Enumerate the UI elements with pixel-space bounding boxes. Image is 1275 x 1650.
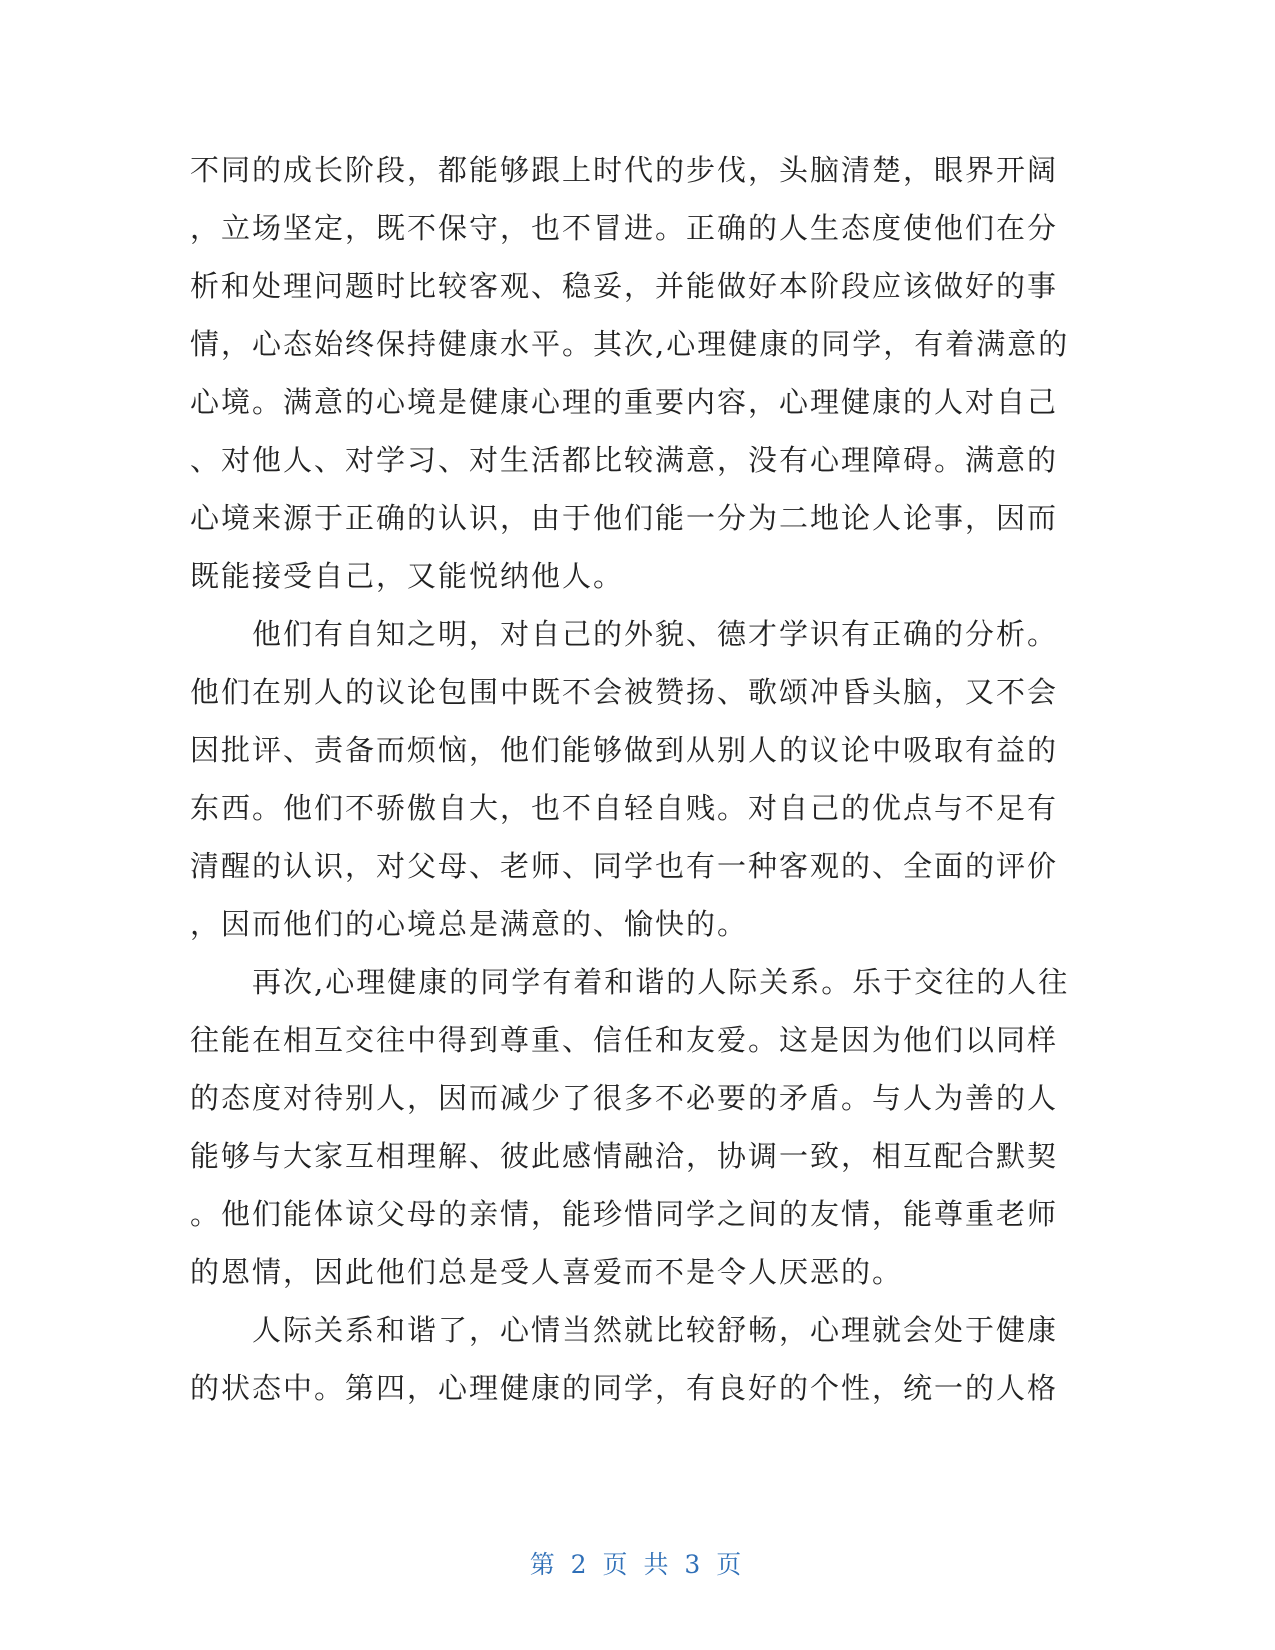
text-line: 人际关系和谐了，心情当然就比较舒畅，心理就会处于健康 — [252, 1313, 1059, 1347]
text-line: 、对他人、对学习、对生活都比较满意，没有心理障碍。满意的 — [190, 443, 1059, 477]
text-line: 析和处理问题时比较客观、稳妥，并能做好本阶段应该做好的事 — [190, 269, 1059, 303]
text-line: 的状态中。第四，心理健康的同学，有良好的个性，统一的人格 — [190, 1371, 1059, 1405]
text-line: 他们在别人的议论包围中既不会被赞扬、歌颂冲昏头脑，又不会 — [190, 675, 1059, 709]
text-line: ，立场坚定，既不保守，也不冒进。正确的人生态度使他们在分 — [190, 211, 1059, 245]
text-line: 心境。满意的心境是健康心理的重要内容，心理健康的人对自己 — [190, 385, 1059, 419]
text-line: 心境来源于正确的认识，由于他们能一分为二地论人论事，因而 — [190, 501, 1059, 535]
text-line: 不同的成长阶段，都能够跟上时代的步伐，头脑清楚，眼界开阔 — [190, 153, 1059, 187]
text-line: 因批评、责备而烦恼，他们能够做到从别人的议论中吸取有益的 — [190, 733, 1059, 767]
text-line: 情，心态始终保持健康水平。其次,心理健康的同学，有着满意的 — [190, 327, 1070, 361]
text-line: 能够与大家互相理解、彼此感情融洽，协调一致，相互配合默契 — [190, 1139, 1059, 1173]
text-line: 的态度对待别人，因而减少了很多不必要的矛盾。与人为善的人 — [190, 1081, 1059, 1115]
text-line: 往能在相互交往中得到尊重、信任和友爱。这是因为他们以同样 — [190, 1023, 1059, 1057]
text-line: 再次,心理健康的同学有着和谐的人际关系。乐于交往的人往 — [252, 965, 1070, 999]
text-line: 他们有自知之明，对自己的外貌、德才学识有正确的分析。 — [252, 617, 1059, 651]
text-line: 的恩情，因此他们总是受人喜爱而不是令人厌恶的。 — [190, 1255, 904, 1289]
text-line: ，因而他们的心境总是满意的、愉快的。 — [190, 907, 749, 941]
page-number-footer: 第 2 页 共 3 页 — [529, 1550, 746, 1579]
text-line: 既能接受自己，又能悦纳他人。 — [190, 559, 625, 593]
text-line: 东西。他们不骄傲自大，也不自轻自贱。对自己的优点与不足有 — [190, 791, 1059, 825]
text-line: 。他们能体谅父母的亲情，能珍惜同学之间的友情，能尊重老师 — [190, 1197, 1059, 1231]
text-line: 清醒的认识，对父母、老师、同学也有一种客观的、全面的评价 — [190, 849, 1059, 883]
